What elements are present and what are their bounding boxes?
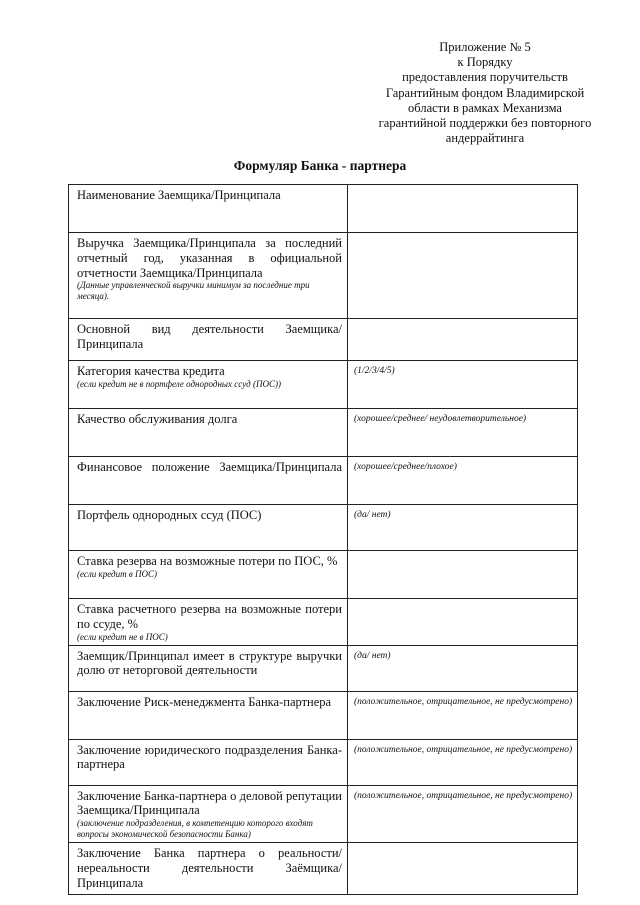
row-value-cell bbox=[348, 319, 578, 361]
appendix-line: Приложение № 5 bbox=[439, 40, 531, 54]
row-value: (да/ нет) bbox=[354, 510, 391, 520]
appendix-line: гарантийной поддержки без повторного bbox=[378, 116, 592, 131]
table-row bbox=[69, 691, 578, 739]
row-label-cell bbox=[69, 551, 348, 599]
row-value-cell bbox=[348, 505, 578, 551]
row-value: (положительное, отрицательное, не предусмотрено) bbox=[354, 790, 573, 801]
appendix-line: Гарантийным фондом Владимирской bbox=[385, 85, 585, 100]
row-label: Заключение Банка партнера о реальности/нереальности деятельности Заёмщика/Принципала bbox=[77, 846, 342, 890]
table-row bbox=[69, 505, 578, 551]
row-value: (хорошее/среднее/плохое) bbox=[354, 462, 457, 472]
table-row bbox=[69, 319, 578, 361]
row-label-cell bbox=[69, 409, 348, 457]
row-label-cell bbox=[69, 645, 348, 691]
row-label: Портфель однородных ссуд (ПОС) bbox=[77, 508, 262, 522]
row-value-cell bbox=[348, 185, 578, 233]
appendix-line: андеррайтинга bbox=[445, 131, 525, 146]
row-label: Финансовое положение Заемщика/Принципала bbox=[77, 460, 342, 474]
row-value-cell bbox=[348, 233, 578, 319]
row-value-cell bbox=[348, 785, 578, 843]
row-label: Категория качества кредита bbox=[77, 364, 225, 378]
row-label-cell bbox=[69, 843, 348, 895]
row-label-cell bbox=[69, 319, 348, 361]
row-label-cell bbox=[69, 785, 348, 843]
row-label-cell bbox=[69, 505, 348, 551]
row-label-cell bbox=[69, 457, 348, 505]
form-title: Формуляр Банка - партнера bbox=[233, 158, 407, 173]
table-row bbox=[69, 361, 578, 409]
row-note: (если кредит в ПОС) bbox=[77, 568, 157, 579]
row-value-cell bbox=[348, 457, 578, 505]
table-row bbox=[69, 843, 578, 895]
appendix-line: области в рамках Механизма bbox=[408, 100, 562, 115]
row-value-cell bbox=[348, 843, 578, 895]
row-label: Заемщик/Принципал имеет в структуре выручки долю от неторговой деятельности bbox=[77, 648, 342, 678]
appendix-header bbox=[370, 40, 600, 146]
row-value: (да/ нет) bbox=[354, 650, 391, 661]
table-row bbox=[69, 645, 578, 691]
row-label: Заключение юридического подразделения Банка-партнера bbox=[77, 742, 342, 772]
row-value: (1/2/3/4/5) bbox=[354, 366, 395, 376]
row-label: Ставка резерва на возможные потери по ПОС, % bbox=[77, 554, 338, 568]
table-row bbox=[69, 785, 578, 843]
row-value: (положительное, отрицательное, не предусмотрено) bbox=[354, 696, 573, 707]
row-note: (если кредит не в портфеле однородных ссуд (ПОС)) bbox=[77, 378, 281, 389]
row-label-cell bbox=[69, 361, 348, 409]
table-row bbox=[69, 599, 578, 646]
row-note: (заключение подразделения, в компетенцию которого входят вопросы экономической безопасности Банка) bbox=[77, 818, 313, 840]
row-label-cell bbox=[69, 185, 348, 233]
row-value-cell bbox=[348, 551, 578, 599]
row-value: (хорошее/среднее/ неудовлетворительное) bbox=[354, 414, 527, 424]
table-row bbox=[69, 739, 578, 785]
row-label: Ставка расчетного резерва на возможные потери по ссуде, % bbox=[77, 602, 342, 631]
row-value: (положительное, отрицательное, не предусмотрено) bbox=[354, 744, 573, 755]
row-value-cell bbox=[348, 409, 578, 457]
row-value-cell bbox=[348, 645, 578, 691]
row-label-cell bbox=[69, 233, 348, 319]
row-label-cell bbox=[69, 739, 348, 785]
row-note: (Данные управленческой выручки минимум за последние три месяца). bbox=[77, 280, 310, 302]
table-row bbox=[69, 185, 578, 233]
appendix-line: к Порядку bbox=[457, 55, 513, 70]
row-label: Качество обслуживания долга bbox=[77, 412, 238, 426]
row-value-cell bbox=[348, 361, 578, 409]
table-row bbox=[69, 551, 578, 599]
table-row bbox=[69, 233, 578, 319]
appendix-line: предоставления поручительств bbox=[402, 70, 568, 85]
row-label: Выручка Заемщика/Принципала за последний отчетный год, указанная в официальной отчетности Заемщика/Принципала bbox=[77, 236, 342, 280]
table-row bbox=[69, 409, 578, 457]
table-row bbox=[69, 457, 578, 505]
row-label: Основной вид деятельности Заемщика/Принципала bbox=[77, 322, 342, 351]
row-note: (если кредит не в ПОС) bbox=[77, 631, 168, 642]
partner-bank-form-table bbox=[68, 184, 578, 895]
row-label-cell bbox=[69, 691, 348, 739]
row-value-cell bbox=[348, 599, 578, 646]
row-label-cell bbox=[69, 599, 348, 646]
row-label: Наименование Заемщика/Принципала bbox=[77, 188, 281, 202]
row-value-cell bbox=[348, 739, 578, 785]
row-label: Заключение Риск-менеджмента Банка-партнера bbox=[77, 694, 332, 709]
row-label: Заключение Банка-партнера о деловой репутации Заемщика/Принципала bbox=[77, 788, 342, 818]
row-value-cell bbox=[348, 691, 578, 739]
